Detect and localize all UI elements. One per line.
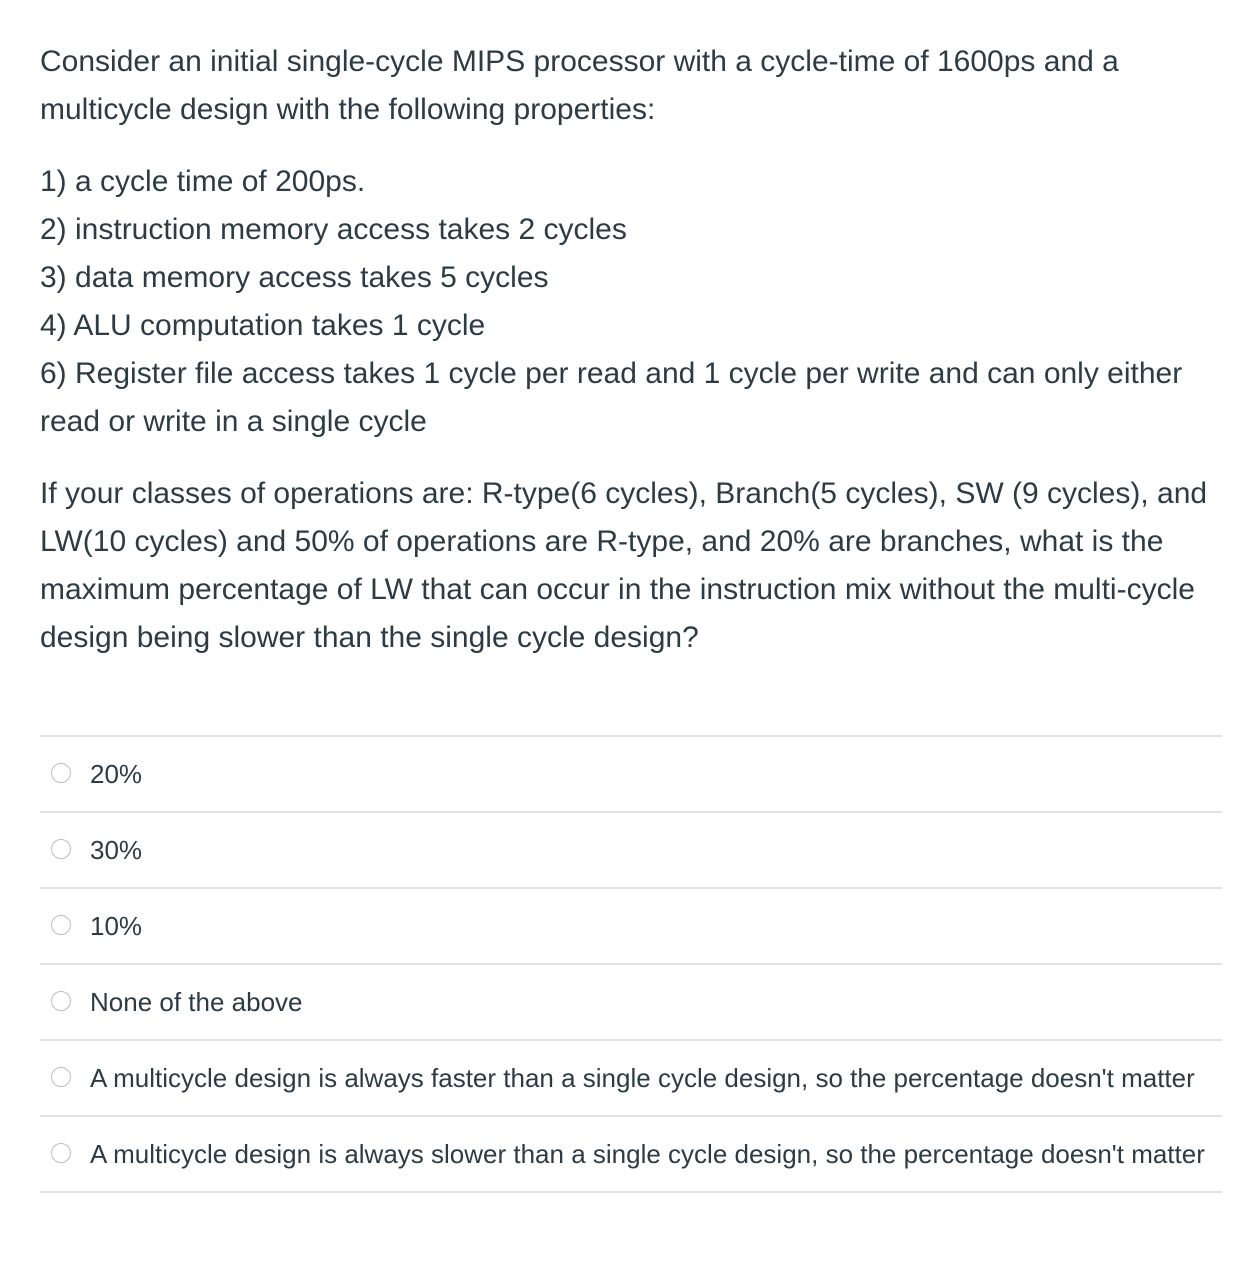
property-item: 1) a cycle time of 200ps. (40, 165, 366, 198)
answer-label: 10% (90, 911, 143, 941)
question-body (40, 38, 1225, 662)
property-item: 2) instruction memory access takes 2 cycles (40, 213, 627, 246)
answer-option-30-percent[interactable] (40, 813, 1222, 889)
property-item: 3) data memory access takes 5 cycles (40, 261, 549, 294)
answer-label: 30% (90, 835, 143, 865)
answer-label: 20% (90, 759, 143, 789)
radio-button[interactable] (51, 839, 71, 859)
answer-list (40, 735, 1222, 1193)
property-item: 4) ALU computation takes 1 cycle (40, 309, 486, 342)
radio-button[interactable] (51, 763, 71, 783)
answer-option-10-percent[interactable] (40, 889, 1222, 965)
answer-label: A multicycle design is always faster than a single cycle design, so the percentage doesn't matter (90, 1063, 1195, 1093)
property-item: 6) Register file access takes 1 cycle per read and 1 cycle per write and can only either read or write in a single cycle (40, 357, 1183, 438)
properties-list (40, 158, 1225, 446)
radio-button[interactable] (51, 991, 71, 1011)
answer-option-always-slower[interactable] (40, 1117, 1222, 1193)
question-prompt: If your classes of operations are: R-type(6 cycles), Branch(5 cycles), SW (9 cycles), and LW(10 cycles) and 50% of operations are R-type, and 20% are branches, what is the maximum percentage of LW that can occur in the instruction mix without the multi-cycle design being slower than the single cycle design? (40, 477, 1208, 654)
answer-option-none-of-the-above[interactable] (40, 965, 1222, 1041)
answer-option-20-percent[interactable] (40, 737, 1222, 813)
answer-option-always-faster[interactable] (40, 1041, 1222, 1117)
answer-label: A multicycle design is always slower than a single cycle design, so the percentage doesn't matter (90, 1139, 1205, 1169)
answer-label: None of the above (90, 987, 303, 1017)
radio-button[interactable] (51, 915, 71, 935)
radio-button[interactable] (51, 1067, 71, 1087)
radio-button[interactable] (51, 1143, 71, 1163)
question-intro: Consider an initial single-cycle MIPS processor with a cycle-time of 1600ps and a multicycle design with the following properties: (40, 45, 1119, 126)
